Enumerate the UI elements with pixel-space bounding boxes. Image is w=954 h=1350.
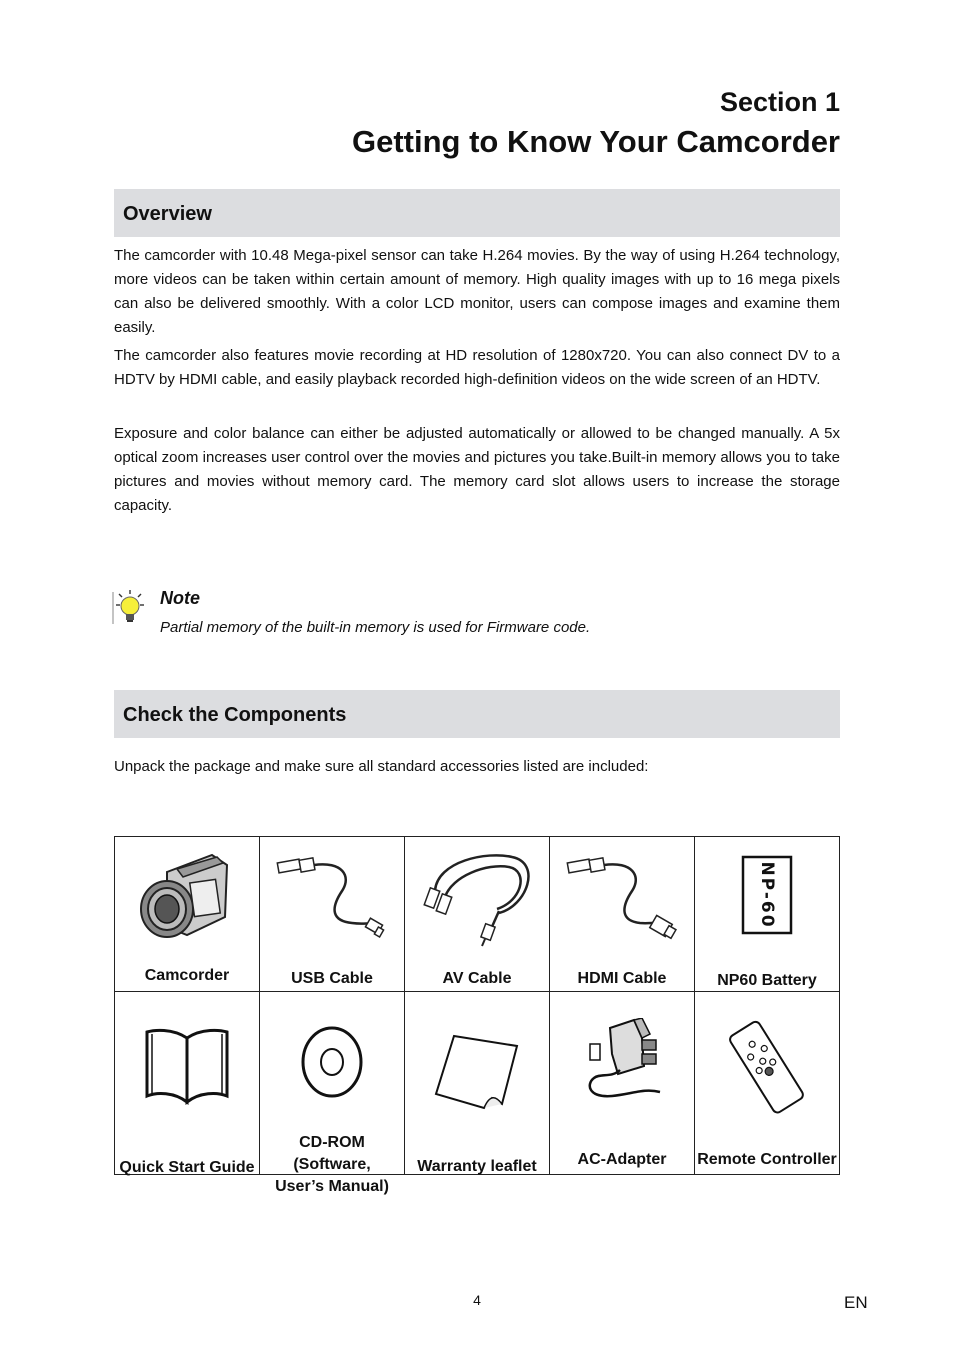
camcorder-icon xyxy=(137,847,237,947)
component-label: Warranty leaflet xyxy=(417,1158,537,1175)
usb-cable-icon xyxy=(272,851,392,951)
ac-adapter-icon xyxy=(572,1018,672,1108)
component-label: Quick Start Guide xyxy=(119,1159,255,1176)
component-label: AC-Adapter xyxy=(577,1151,667,1168)
cd-rom-icon xyxy=(297,1022,367,1102)
component-label: Remote Controller xyxy=(697,1151,837,1168)
component-cell xyxy=(260,837,405,992)
overview-paragraph-3: Exposure and color balance can either be adjusted automatically or allowed to be changed manually. A 5x optical zoom increases user control over the movies and pictures you take.Built-in memory allows you to take pictures and movies without memory card. The memory card slot allows users to increase the storage capacity. xyxy=(114,425,840,514)
component-label: USB Cable xyxy=(291,970,373,987)
overview-paragraph-1: The camcorder with 10.48 Mega-pixel sensor can take H.264 movies. By the way of using H.264 technology, more videos can be taken within certain amount of memory. High quality images with up to 16 mega pixels can also be delivered smoothly. With a color LCD monitor, users can compose images and examine them easily. xyxy=(114,247,840,336)
component-cell xyxy=(695,837,840,992)
section-number: Section 1 xyxy=(719,87,840,117)
component-label: CD-ROM (Software, User’s Manual) xyxy=(275,1134,389,1195)
components-intro: Unpack the package and make sure all standard accessories listed are included: xyxy=(114,758,649,775)
components-heading: Check the Components xyxy=(114,690,840,738)
note-text: Partial memory of the built-in memory is used for Firmware code. xyxy=(160,619,591,636)
section-title xyxy=(352,86,840,162)
leaflet-icon xyxy=(432,1032,522,1112)
component-label: HDMI Cable xyxy=(577,970,667,987)
component-label: NP60 Battery xyxy=(717,972,817,989)
component-cell xyxy=(115,992,260,1175)
battery-label: NP-60 xyxy=(757,861,777,929)
component-cell xyxy=(115,837,260,992)
language-code: EN xyxy=(844,1293,868,1312)
component-cell xyxy=(695,992,840,1175)
component-cell xyxy=(405,992,550,1175)
component-cell xyxy=(550,992,695,1175)
remote-controller-icon xyxy=(722,1018,812,1118)
note-title: Note xyxy=(160,588,200,608)
component-cell xyxy=(260,992,405,1195)
component-label: Camcorder xyxy=(144,967,230,984)
component-cell xyxy=(405,837,550,992)
book-icon xyxy=(142,1026,232,1106)
component-cell xyxy=(550,837,695,992)
page-title: Getting to Know Your Camcorder xyxy=(352,124,840,159)
hdmi-cable-icon xyxy=(562,851,682,951)
overview-paragraph-2: The camcorder also features movie recording at HD resolution of 1280x720. You can also connect DV to a HDTV by HDMI cable, and easily playback recorded high-definition videos on the wide screen of an HDTV. xyxy=(114,347,840,388)
components-table xyxy=(114,836,840,1195)
overview-heading: Overview xyxy=(114,189,840,237)
component-label: AV Cable xyxy=(442,970,512,987)
battery-icon xyxy=(737,853,797,943)
av-cable-icon xyxy=(417,851,537,951)
lightbulb-icon xyxy=(112,588,148,626)
page-number: 4 xyxy=(473,1292,481,1308)
